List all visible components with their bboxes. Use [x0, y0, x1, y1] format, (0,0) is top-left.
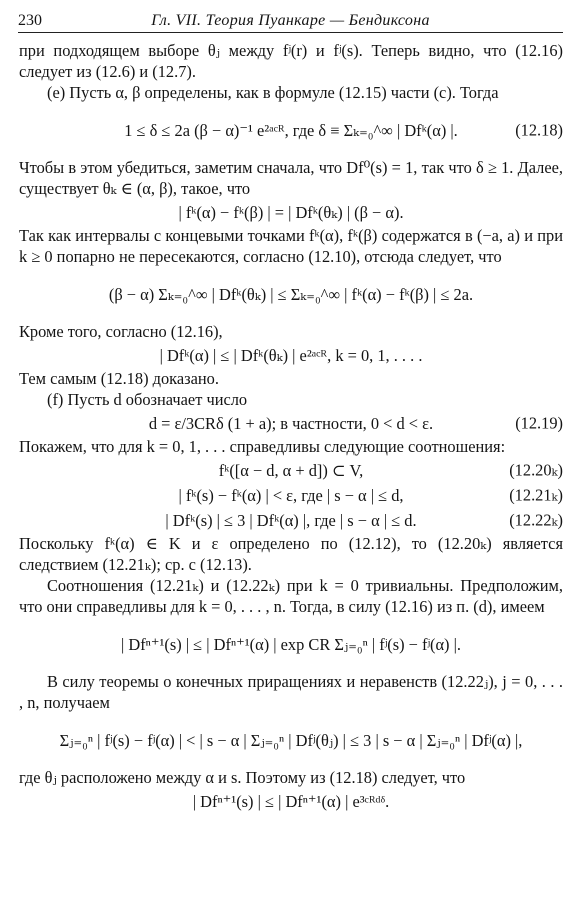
equation — [19, 483, 563, 507]
equation — [19, 619, 563, 669]
equation-body: | Dfⁿ⁺¹(s) | ≤ | Dfⁿ⁺¹(α) | exp CR Σⱼ₌₀ⁿ | fʲ(s) − fʲ(α) |. — [121, 634, 461, 654]
equation-body: | Dfᵏ(α) | ≤ | Dfᵏ(θₖ) | e²ᵃᶜᴿ, k = 0, 1, . . . . — [159, 345, 423, 365]
equation — [19, 200, 563, 224]
equation — [19, 508, 563, 532]
equation-body: | Dfᵏ(s) | ≤ 3 | Dfᵏ(α) |, где | s − α | ≤ d. — [165, 510, 417, 530]
equation — [19, 411, 563, 435]
equation-body: d = ε/3CRδ (1 + a); в частности, 0 < d < ε. — [148, 413, 434, 433]
equation — [19, 269, 563, 319]
equation-number: (12.22ₖ) — [509, 510, 563, 530]
equation-number: (12.20ₖ) — [509, 460, 563, 480]
equation-body: | fᵏ(s) − fᵏ(α) | < ε, где | s − α | ≤ d, — [178, 485, 404, 505]
paragraph: (f) Пусть d обозначает число — [47, 390, 248, 409]
equation-number: (12.19) — [515, 413, 563, 433]
equation-body: (β − α) Σₖ₌₀^∞ | Dfᵏ(θₖ) | ≤ Σₖ₌₀^∞ | fᵏ(α) − fᵏ(β) | ≤ 2a. — [108, 284, 474, 304]
page-number: 230 — [18, 12, 42, 29]
equation — [19, 343, 563, 367]
equation — [19, 458, 563, 482]
equation — [19, 715, 563, 765]
paragraph: Так как интервалы с концевыми точками fᵏ(α), fᵏ(β) содержатся в (−a, a) и при k ≥ 0 попарно не пересекаются, согласно (12.10), отсюда следует, что — [19, 226, 563, 266]
paragraph: В силу теоремы о конечных приращениях и неравенств (12.22ⱼ), j = 0, . . . , n, получаем — [19, 672, 563, 712]
paragraph: (e) Пусть α, β определены, как в формуле (12.15) части (c). Тогда — [47, 83, 499, 102]
equation — [19, 105, 563, 155]
paragraph: при подходящем выборе θⱼ между fʲ(r) и fʲ(s). Теперь видно, что (12.16) следует из (12.6) и (12.7). — [19, 41, 563, 81]
running-title: Гл. VII. Теория Пуанкаре — Бендиксона — [151, 12, 430, 29]
equation-body: | Dfⁿ⁺¹(s) | ≤ | Dfⁿ⁺¹(α) | e³ᶜᴿᵈᵟ. — [192, 791, 390, 811]
equation — [19, 789, 563, 813]
equation-body: fᵏ([α − d, α + d]) ⊂ V, — [218, 460, 364, 480]
paragraph: Соотношения (12.21ₖ) и (12.22ₖ) при k = 0 тривиальны. Предположим, что они справедливы для k = 0, . . . , n. Тогда, в силу (12.16) из п. (d), имеем — [19, 576, 563, 616]
page-body — [19, 40, 563, 814]
paragraph: Чтобы в этом убедиться, заметим сначала, что Df⁰(s) = 1, так что δ ≥ 1. Далее, существует θₖ ∈ (α, β), такое, что — [19, 158, 563, 198]
paragraph: Тем самым (12.18) доказано. — [19, 369, 219, 388]
equation-body: 1 ≤ δ ≤ 2a (β − α)⁻¹ e²ᵃᶜᴿ, где δ ≡ Σₖ₌₀^∞ | Dfᵏ(α) |. — [124, 120, 458, 140]
paragraph: Поскольку fᵏ(α) ∈ K и ε определено по (12.12), то (12.20ₖ) является следствием (12.21ₖ); ср. с (12.13). — [19, 534, 563, 574]
equation-number: (12.18) — [515, 120, 563, 140]
equation-body: | fᵏ(α) − fᵏ(β) | = | Dfᵏ(θₖ) | (β − α). — [178, 202, 404, 222]
paragraph: Покажем, что для k = 0, 1, . . . справедливы следующие соотношения: — [19, 437, 506, 456]
equation-body: Σⱼ₌₀ⁿ | fʲ(s) − fʲ(α) | < | s − α | Σⱼ₌₀ⁿ | Dfʲ(θⱼ) | ≤ 3 | s − α | Σⱼ₌₀ⁿ | Dfʲ(α) |, — [59, 730, 523, 750]
running-header — [18, 8, 563, 33]
paragraph: Кроме того, согласно (12.16), — [19, 322, 223, 341]
paragraph: где θⱼ расположено между α и s. Поэтому из (12.18) следует, что — [19, 768, 466, 787]
equation-number: (12.21ₖ) — [509, 485, 563, 505]
